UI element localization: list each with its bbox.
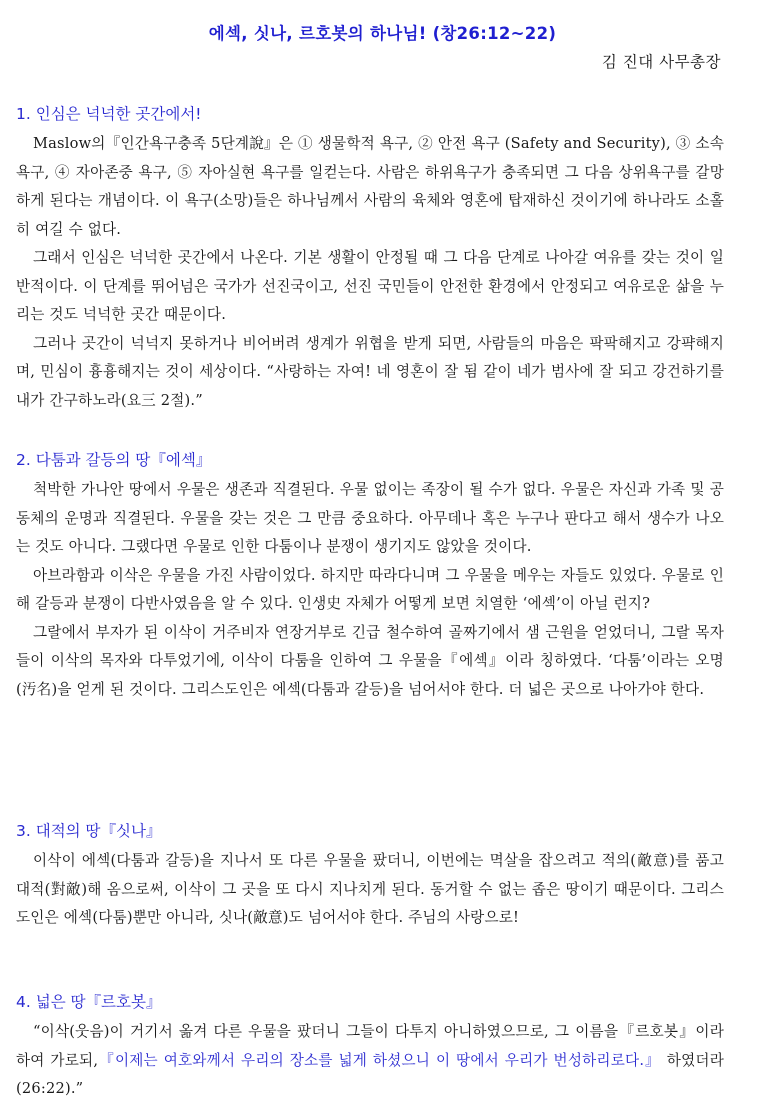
section-1 [16, 101, 724, 415]
paragraph-text: “이삭(웃음)이 거기서 옮겨 다른 우물을 팠더니 그들이 다투지 아니하였으므로, 그 이름을『르호봇』이라 하여 가로되, [16, 1023, 724, 1069]
paragraph: Maslow의『인간욕구충족 5단계說』은 ① 생물학적 욕구, ② 안전 욕구 (Safety and Security), ③ 소속 욕구, ④ 자아존중 욕구, ⑤ 자아실현 욕구를 일컫는다. 사람은 하위욕구가 충족되면 그 다음 상위욕구를 갈망하게 된다는 개념이다. 이 욕구(소망)들은 하나님께서 사람의 육체와 영혼에 탑재하신 것이기에 하나라도 소홀히 여길 수 없다. [16, 135, 724, 238]
section-2 [16, 447, 724, 704]
paragraph: 척박한 가나안 땅에서 우물은 생존과 직결된다. 우물 없이는 족장이 될 수가 없다. 우물은 자신과 가족 및 공동체의 운명과 직결된다. 우물을 갖는 것은 그 만큼 중요하다. 아무데나 혹은 누구나 판다고 해서 생수가 나오는 것도 아니다. 그랬다면 우물로 인한 다툼이나 분쟁이 생기지도 않았을 것이다. [16, 481, 724, 555]
paragraph: 그랄에서 부자가 된 이삭이 거주비자 연장거부로 긴급 철수하여 골짜기에서 샘 근원을 얻었더니, 그랄 목자들이 이삭의 목자와 다투었기에, 이삭이 다툼을 인하여 그 우물을『에섹』이라 칭하였다. ‘다툼’이라는 오명(汚名)을 얻게 된 것이다. 그리스도인은 에섹(다툼과 갈등)을 넘어서야 한다. 더 넓은 곳으로 나아가야 한다. [16, 623, 724, 698]
scripture-quote: 『이제는 여호와께서 우리의 장소를 넓게 하셨으니 이 땅에서 우리가 번성하리로다.』 [98, 1051, 661, 1069]
section-heading: 1. 인심은 넉넉한 곳간에서! [16, 105, 202, 123]
paragraph: 그러나 곳간이 넉넉지 못하거나 비어버려 생계가 위협을 받게 되면, 사람들의 마음은 팍팍해지고 강퍅해지며, 민심이 흉흉해지는 것이 세상이다. “사랑하는 자여! 네 영혼이 잘 됨 같이 네가 범사에 잘 되고 강건하기를 내가 간구하노라(요三 2절).” [16, 334, 724, 409]
section-heading: 4. 넓은 땅『르호봇』 [16, 993, 162, 1011]
section-heading: 2. 다툼과 갈등의 땅『에섹』 [16, 451, 212, 469]
paragraph: 그래서 인심은 넉넉한 곳간에서 나온다. 기본 생활이 안정될 때 그 다음 단계로 나아갈 여유를 갖는 것이 일반적이다. 이 단계를 뛰어넘은 국가가 선진국이고, 선진 국민들이 안전한 환경에서 안정되고 여유로운 삶을 누리는 것도 넉넉한 곳간 때문이다. [16, 249, 724, 323]
paragraph [16, 1018, 724, 1104]
section-4 [16, 989, 724, 1104]
section-heading: 3. 대적의 땅『싯나』 [16, 822, 162, 840]
paragraph-tail: 하였더라(26:22).” [16, 1051, 724, 1097]
paragraph: 아브라함과 이삭은 우물을 가진 사람이었다. 하지만 따라다니며 그 우물을 메우는 자들도 있었다. 우물로 인해 갈등과 분쟁이 다반사였음을 알 수 있다. 인생史 자체가 어떻게 보면 치열한 ‘에섹’이 아닐 런지? [16, 566, 724, 612]
paragraph: 이삭이 에섹(다툼과 갈등)을 지나서 또 다른 우물을 팠더니, 이번에는 멱살을 잡으려고 적의(敵意)를 품고 대적(對敵)해 옴으로써, 이삭이 그 곳을 또 다시 지나치게 된다. 동거할 수 없는 좁은 땅이기 때문이다. 그리스도인은 에섹(다툼)뿐만 아니라, 싯나(敵意)도 넘어서야 한다. 주님의 사랑으로! [16, 852, 724, 926]
author-line: 김 진대 사무총장 [601, 53, 721, 71]
section-3 [16, 818, 724, 933]
page-title: 에섹, 싯나, 르호봇의 하나님! (창26:12~22) [208, 24, 557, 43]
